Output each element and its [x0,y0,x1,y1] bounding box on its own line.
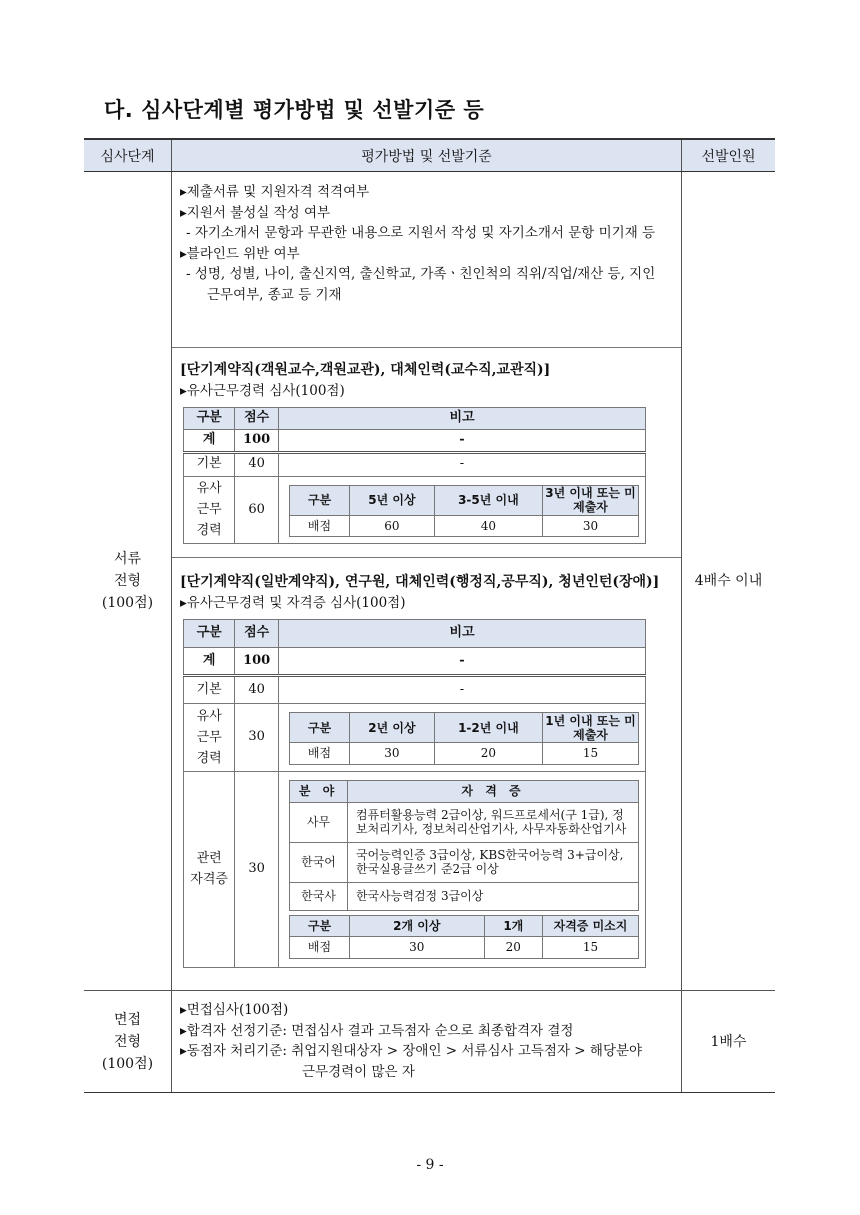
document-stage-row [84,172,775,991]
total-note: - [279,648,646,676]
group2-section [172,558,681,991]
interview-stage-count: 1배수 [710,1033,747,1050]
career-value: 15 [543,743,639,765]
career-label-line: 경력 [196,750,222,766]
basic-score: 40 [235,676,279,704]
interview-line: 근무경력이 많은 자 [302,1063,415,1080]
interview-stage-label [84,991,171,1092]
cert-field-table [289,780,639,911]
cnt-col-header: 1개 [484,915,542,937]
career-label [184,476,235,544]
col-header: 점수 [235,408,279,430]
stage-label-line: 면접 [113,1011,142,1028]
header-method: 평가방법 및 선발기준 [171,140,682,171]
interview-stage-method [171,991,682,1092]
total-label: 계 [184,648,235,676]
group2-title: [단기계약직(일반계약직), 연구원, 대체인력(행정직,공무직), 청년인턴(장애)] [180,574,660,590]
basic-note: - [279,452,646,476]
career-label [184,704,235,772]
group2-score-table [183,619,646,968]
career-label-line: 근무 [196,729,222,745]
interview-line: ▸동점자 처리기준: 취업지원대상자 > 장애인 > 서류심사 고득점자 > 해당분야 [180,1043,643,1059]
check-detail: - 성명, 성별, 나이, 출신지역, 출신학교, 가족ㆍ친인척의 직위/직업/재산 등, 지인 [186,266,656,282]
document-stage-label [84,172,171,990]
cnt-value: 배점 [290,937,350,959]
col-header: 구분 [184,408,235,430]
cnt-value: 30 [350,937,485,959]
header-count: 선발인원 [701,148,756,165]
cert-field: 한국어 [290,842,348,882]
stage-label-line: (100점) [101,595,154,611]
stage-label-line: (100점) [101,1055,154,1072]
career-value: 30 [350,743,435,765]
cert-label-line: 관련 [196,851,222,866]
cert-label-line: 자격증 [190,872,228,887]
stage-label-line: 서류 [113,551,142,567]
check-item: ▸블라인드 위반 여부 [180,245,300,262]
basic-label: 기본 [184,452,235,476]
group1-title: [단기계약직(객원교수,객원교관), 대체인력(교수직,교관직)] [180,362,551,378]
cert-desc: 국어능력인증 3급이상, KBS한국어능력 3+급이상, 한국실용글쓰기 준2급 이상 [348,842,639,882]
career-label-line: 경력 [196,523,222,539]
total-note: - [279,430,646,453]
cert-field: 사무 [290,802,348,842]
cnt-value: 20 [484,937,542,959]
group2-subtitle: ▸유사근무경력 및 자격증 심사(100점) [180,594,406,611]
check-detail: 근무여부, 종교 등 기재 [207,286,342,303]
interview-line: ▸합격자 선정기준: 면접심사 결과 고득점자 순으로 최종합격자 결정 [180,1022,574,1039]
group1-subtitle: ▸유사근무경력 심사(100점) [180,382,345,399]
career-detail-cell [279,704,646,772]
career-col-header: 3-5년 이내 [434,485,542,515]
cert-score: 30 [235,771,279,967]
cert-desc: 컴퓨터활용능력 2급이상, 워드프로세서(구 1급), 정보처리기사, 정보처리산업기사, 사무자동화산업기사 [348,802,639,842]
check-item: ▸제출서류 및 지원자격 적격여부 [180,184,370,200]
career-col-header: 1-2년 이내 [434,713,542,743]
cert-label [184,771,235,967]
career-value: 배점 [290,743,350,765]
col-header: 비고 [279,408,646,430]
page-number: - 9 - [416,1157,444,1173]
table-header-row [84,140,775,172]
basic-note: - [279,676,646,704]
career-value: 배점 [290,515,350,537]
career-score: 60 [235,476,279,544]
cert-count-table [289,915,639,959]
cert-col-header: 분 야 [290,780,348,802]
cnt-col-header: 2개 이상 [350,915,485,937]
section-heading: 다. 심사단계별 평가방법 및 선발기준 등 [104,98,485,122]
document-stage-method [171,172,682,990]
evaluation-table [84,138,775,1093]
cert-detail-cell [279,771,646,967]
group1-section [172,348,681,558]
career-score: 30 [235,704,279,772]
career-value: 60 [350,515,435,537]
check-item: ▸지원서 불성실 작성 여부 [180,204,331,221]
stage-label-line: 전형 [113,1033,142,1050]
group2-career-table [289,712,639,765]
cnt-col-header: 자격증 미소지 [543,915,639,937]
career-col-header: 3년 이내 또는 미제출자 [543,485,639,515]
check-detail: - 자기소개서 문항과 무관한 내용으로 지원서 작성 및 자기소개서 문항 미기재 등 [186,225,656,241]
career-label-line: 근무 [196,502,222,518]
career-col-header: 구분 [290,713,350,743]
col-header: 구분 [184,620,235,648]
cert-col-header: 자 격 증 [348,780,639,802]
career-col-header: 5년 이상 [350,485,435,515]
group1-career-table [289,485,639,538]
basic-label: 기본 [184,676,235,704]
document-stage-count: 4배수 이내 [694,573,763,589]
header-stage: 심사단계 [100,148,155,165]
career-label-line: 유사 [196,481,222,497]
cert-field: 한국사 [290,882,348,910]
total-score: 100 [235,648,279,676]
col-header: 점수 [235,620,279,648]
stage-label-line: 전형 [113,573,142,589]
cnt-value: 15 [543,937,639,959]
interview-stage-row [84,991,775,1092]
career-value: 20 [434,743,542,765]
career-detail-cell [279,476,646,544]
career-value: 30 [543,515,639,537]
career-col-header: 2년 이상 [350,713,435,743]
cnt-col-header: 구분 [290,915,350,937]
career-col-header: 구분 [290,485,350,515]
eligibility-checks [172,172,681,348]
group1-score-table [183,407,646,544]
career-col-header: 1년 이내 또는 미제출자 [543,713,639,743]
total-score: 100 [235,430,279,453]
col-header: 비고 [279,620,646,648]
interview-lines [172,991,681,1082]
interview-line: ▸면접심사(100점) [180,1002,289,1018]
cert-desc: 한국사능력검정 3급이상 [348,882,639,910]
total-label: 계 [184,430,235,453]
career-value: 40 [434,515,542,537]
career-label-line: 유사 [196,708,222,724]
basic-score: 40 [235,452,279,476]
